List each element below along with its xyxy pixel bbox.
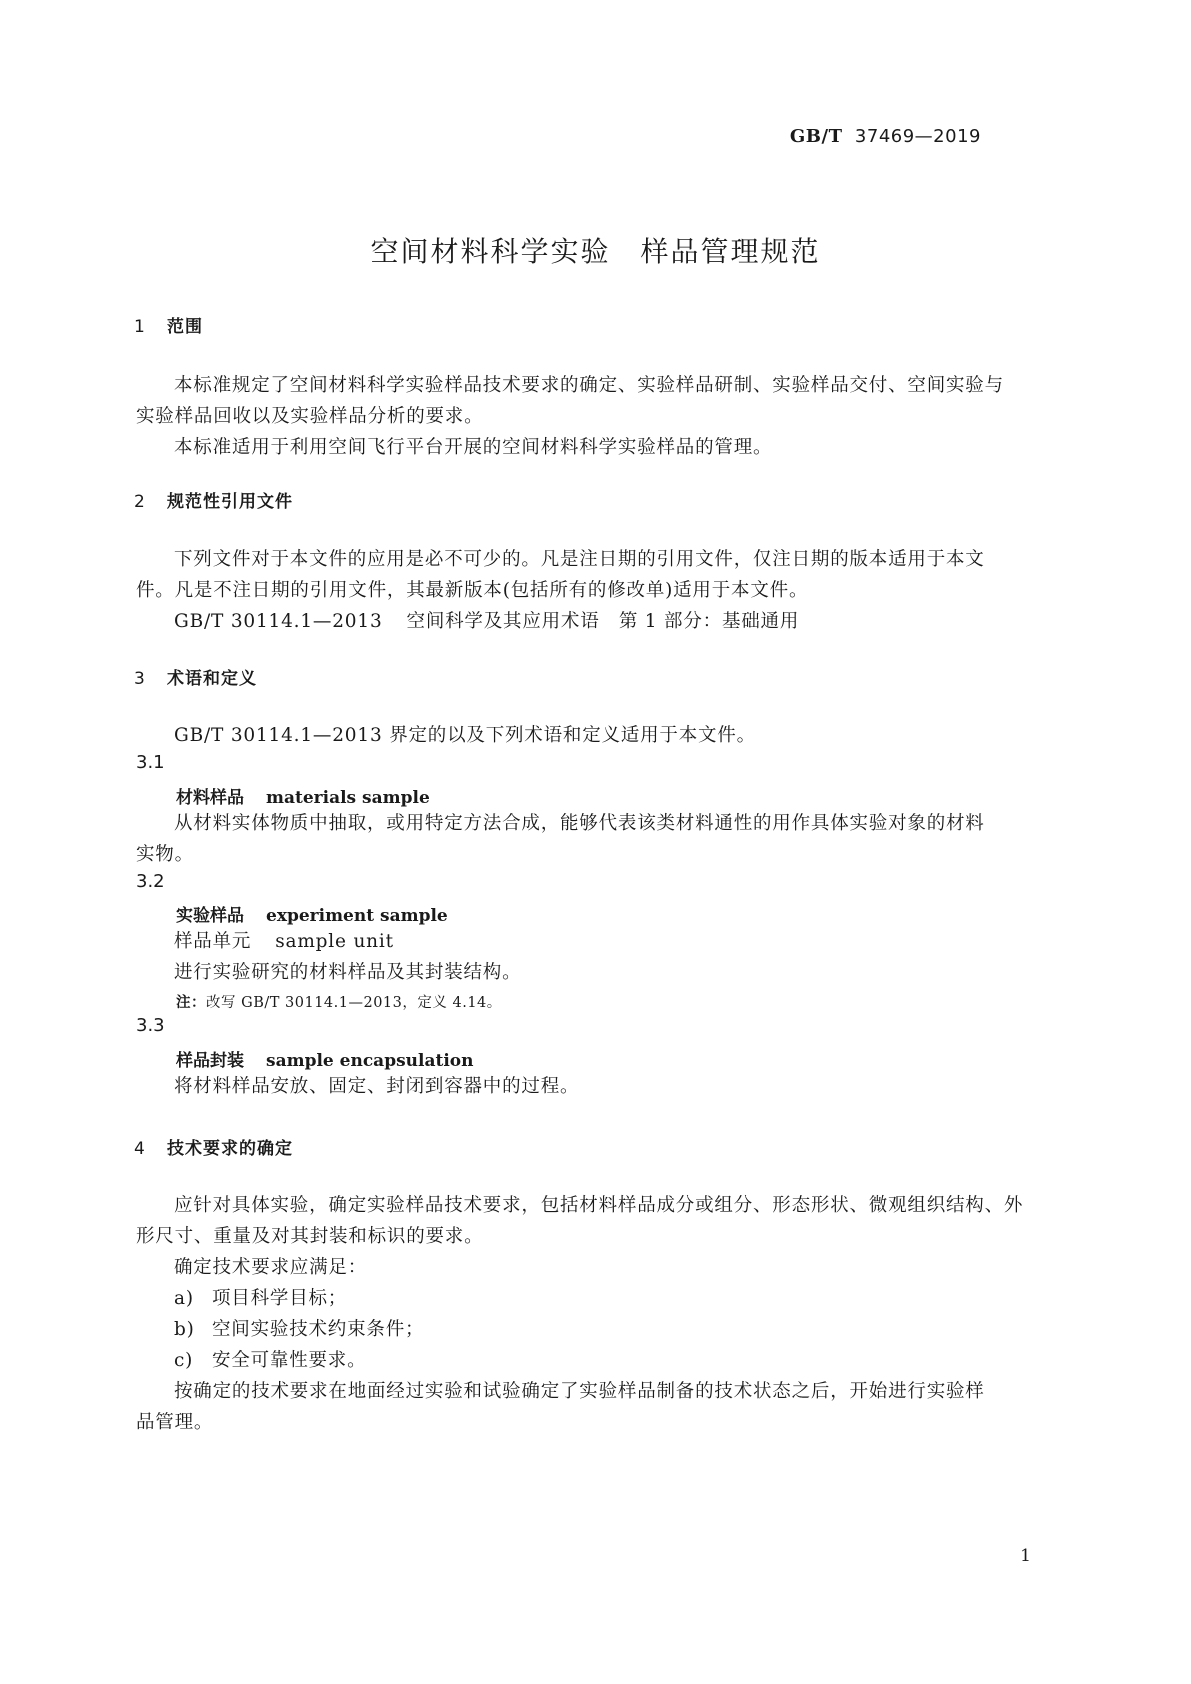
term-3-2-zh: 实验样品 bbox=[176, 906, 244, 926]
section-4-body bbox=[136, 1190, 1056, 1438]
term-3-1-zh: 材料样品 bbox=[176, 788, 244, 808]
term-3-1-heading bbox=[176, 783, 430, 808]
list-item bbox=[136, 1345, 1056, 1376]
term-3-3-definition bbox=[136, 1071, 1056, 1102]
section-4-title: 技术要求的确定 bbox=[167, 1139, 293, 1159]
standard-code-prefix: GB/T bbox=[789, 126, 843, 147]
list-item-c-mark: c) bbox=[174, 1350, 194, 1371]
list-item-a-text: 项目科学目标； bbox=[212, 1288, 348, 1309]
term-3-2-alt-en: sample unit bbox=[275, 931, 394, 952]
s3-intro-text: GB/T 30114.1—2013 界定的以及下列术语和定义适用于本文件。 bbox=[174, 725, 756, 746]
s1-p2: 本标准适用于利用空间飞行平台开展的空间材料科学实验样品的管理。 bbox=[174, 437, 773, 458]
term-3-2-heading bbox=[176, 901, 448, 926]
term-3-3-number: 3.3 bbox=[136, 1015, 165, 1036]
list-item bbox=[136, 1283, 1056, 1314]
list-item-b-text: 空间实验技术约束条件； bbox=[212, 1319, 425, 1340]
term-3-1-en: materials sample bbox=[266, 788, 430, 808]
document-title: 空间材料科学实验 样品管理规范 bbox=[370, 235, 821, 268]
section-1-title: 范围 bbox=[167, 317, 203, 337]
term-3-3-en: sample encapsulation bbox=[266, 1051, 474, 1071]
term-3-2-def: 进行实验研究的材料样品及其封装结构。 bbox=[174, 962, 522, 983]
standard-code bbox=[790, 126, 981, 147]
term-3-2-body bbox=[136, 926, 1056, 988]
term-3-1-def-line1: 从材料实体物质中抽取，或用特定方法合成，能够代表该类材料通性的用作具体实验对象的材料 bbox=[174, 813, 985, 834]
s2-p1-line1: 下列文件对于本文件的应用是必不可少的。凡是注日期的引用文件，仅注日期的版本适用于本文 bbox=[174, 549, 985, 570]
term-3-2-en: experiment sample bbox=[266, 906, 448, 926]
term-3-1-def-line2: 实物。 bbox=[136, 844, 194, 865]
term-3-1-number: 3.1 bbox=[136, 752, 165, 773]
section-3-number: 3 bbox=[134, 669, 146, 689]
section-3-intro bbox=[136, 720, 1056, 751]
page-number: 1 bbox=[1020, 1546, 1031, 1566]
list-item-a-mark: a) bbox=[174, 1288, 194, 1309]
section-4-number: 4 bbox=[134, 1139, 146, 1159]
s4-p3-line2: 品管理。 bbox=[136, 1412, 214, 1433]
note-text: 改写 GB/T 30114.1—2013，定义 4.14。 bbox=[206, 995, 502, 1011]
s4-p3-line1: 按确定的技术要求在地面经过实验和试验确定了实验样品制备的技术状态之后，开始进行实验样 bbox=[174, 1381, 985, 1402]
section-4-heading bbox=[134, 1134, 293, 1159]
note-label: 注： bbox=[176, 995, 206, 1011]
section-3-title: 术语和定义 bbox=[167, 669, 257, 689]
s2-ref-code: GB/T 30114.1—2013 bbox=[174, 611, 383, 632]
term-3-3-heading bbox=[176, 1046, 474, 1071]
section-2-paragraph bbox=[136, 544, 1056, 637]
term-3-2-note bbox=[176, 991, 502, 1012]
term-3-3-zh: 样品封装 bbox=[176, 1051, 244, 1071]
section-2-number: 2 bbox=[134, 492, 146, 512]
s2-ref-title: 空间科学及其应用术语 第 1 部分：基础通用 bbox=[406, 611, 800, 632]
section-1-paragraph-1 bbox=[136, 370, 1056, 463]
s4-p1-line1: 应针对具体实验，确定实验样品技术要求，包括材料样品成分或组分、形态形状、微观组织结构、外 bbox=[174, 1195, 1024, 1216]
s2-p1-line2: 件。凡是不注日期的引用文件，其最新版本(包括所有的修改单)适用于本文件。 bbox=[136, 580, 809, 601]
term-3-2-number: 3.2 bbox=[136, 871, 165, 892]
term-3-2-alt-zh: 样品单元 bbox=[174, 931, 252, 952]
section-3-heading bbox=[134, 664, 257, 689]
s4-p2: 确定技术要求应满足： bbox=[174, 1257, 368, 1278]
term-3-3-def: 将材料样品安放、固定、封闭到容器中的过程。 bbox=[174, 1076, 580, 1097]
list-item bbox=[136, 1314, 1056, 1345]
section-2-title: 规范性引用文件 bbox=[167, 492, 293, 512]
section-1-heading bbox=[134, 312, 203, 337]
s4-p1-line2: 形尺寸、重量及对其封装和标识的要求。 bbox=[136, 1226, 484, 1247]
section-2-heading bbox=[134, 487, 293, 512]
term-3-1-definition bbox=[136, 808, 1056, 870]
list-item-b-mark: b) bbox=[174, 1319, 195, 1340]
s1-p1-line1: 本标准规定了空间材料科学实验样品技术要求的确定、实验样品研制、实验样品交付、空间实验与 bbox=[174, 375, 1004, 396]
standard-code-number: 37469—2019 bbox=[854, 126, 981, 147]
section-1-number: 1 bbox=[134, 317, 146, 337]
s1-p1-line2: 实验样品回收以及实验样品分析的要求。 bbox=[136, 406, 484, 427]
list-item-c-text: 安全可靠性要求。 bbox=[212, 1350, 367, 1371]
